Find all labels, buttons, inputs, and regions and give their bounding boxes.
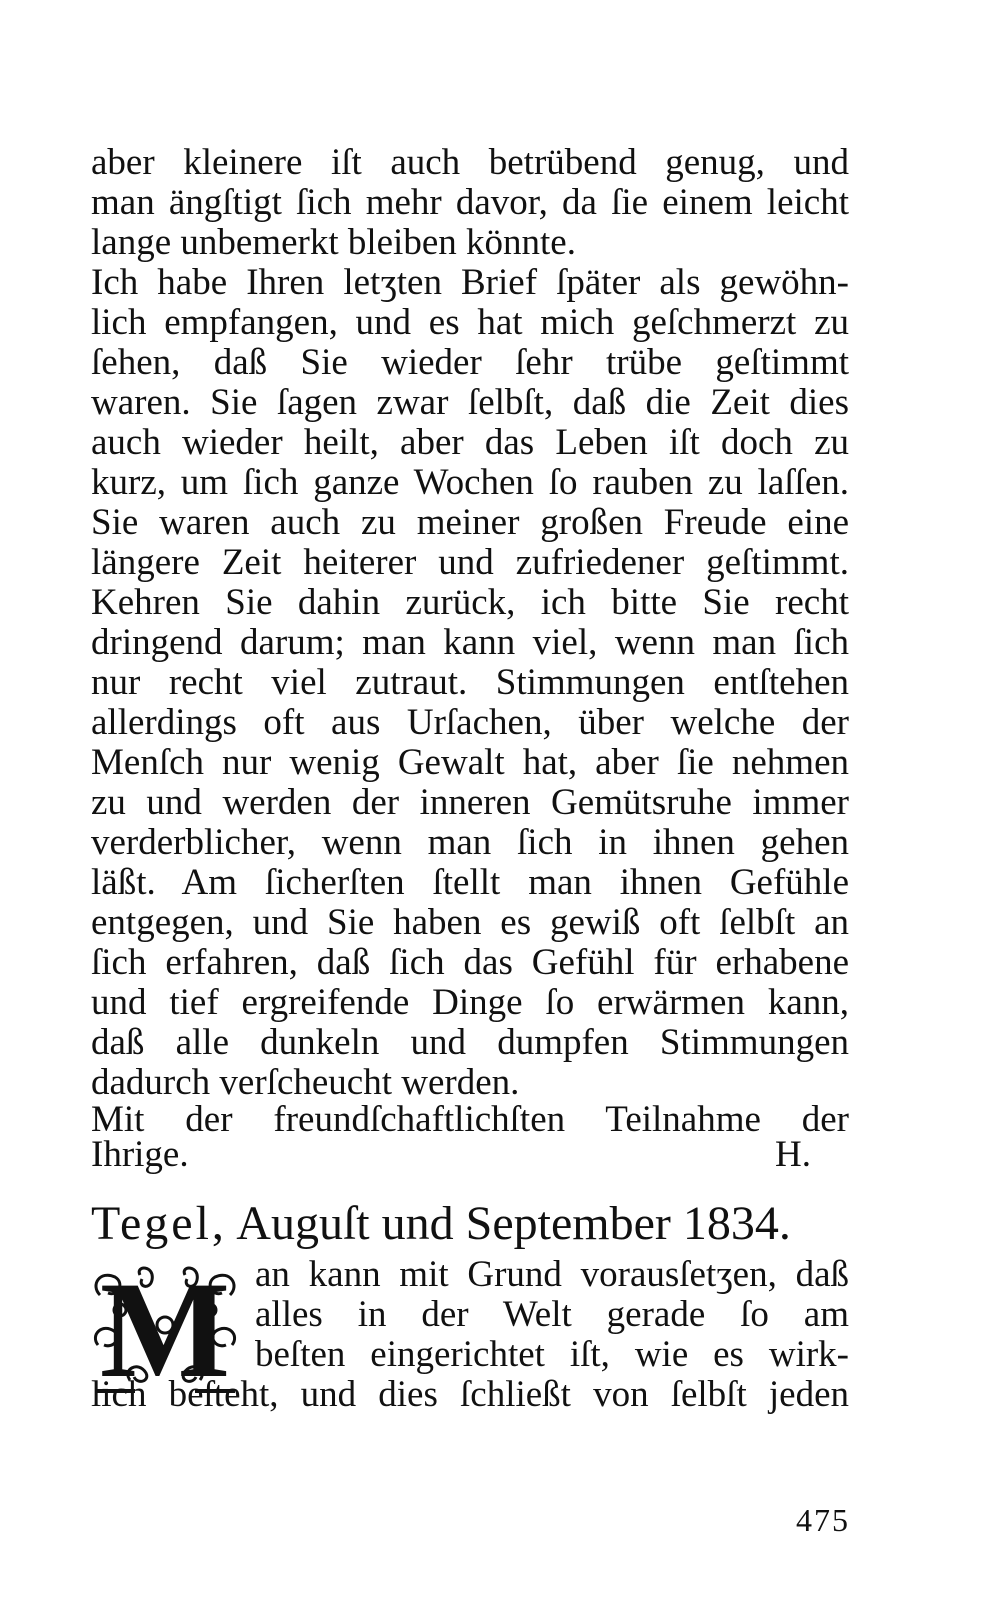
text-line: kurz, um ſich ganze Wochen ſo rauben zu laſſen. <box>91 462 849 503</box>
text-line: Mit der freundſchaftlichſten Teilnahme der <box>91 1099 849 1140</box>
text-line: Menſch nur wenig Gewalt hat, aber ſie nehmen <box>91 742 849 783</box>
text-line: ſehen, daß Sie wieder ſehr trübe geſtimmt <box>91 342 849 383</box>
text-line: zu und werden der inneren Gemütsruhe immer <box>91 782 849 823</box>
text-line: Kehren Sie dahin zurück, ich bitte Sie recht <box>91 582 849 623</box>
text-line: lich empfangen, und es hat mich geſchmerzt zu <box>91 302 849 343</box>
text-line: alles in der Welt gerade ſo am <box>255 1294 849 1335</box>
text-line: auch wieder heilt, aber das Leben iſt doch zu <box>91 422 849 463</box>
text-line: an kann mit Grund vorausſetʒen, daß <box>255 1254 849 1295</box>
section-heading <box>91 1196 849 1252</box>
page-number: 475 <box>796 1502 850 1538</box>
text-line: ſich erfahren, daß ſich das Gefühl für erhabene <box>91 942 849 983</box>
text-line: Ich habe Ihren letʒten Brief ſpäter als gewöhn- <box>91 262 849 303</box>
letter-signoff <box>91 1135 811 1175</box>
initial-letter: M <box>99 1253 231 1406</box>
text-line: dadurch verſcheucht werden. <box>91 1062 520 1103</box>
text-line: dringend darum; man kann viel, wenn man ſich <box>91 622 849 663</box>
text-line: Sie waren auch zu meiner großen Freude eine <box>91 502 849 543</box>
heading-place: Tegel, <box>91 1197 227 1250</box>
text-line: längere Zeit heiterer und zufriedener geſtimmt. <box>91 542 849 583</box>
text-line: verderblicher, wenn man ſich in ihnen gehen <box>91 822 849 863</box>
text-line: nur recht viel zutraut. Stimmungen entſtehen <box>91 662 849 703</box>
text-line: läßt. Am ſicherſten ſtellt man ihnen Gefühle <box>91 862 849 903</box>
text-line: waren. Sie ſagen zwar ſelbſt, daß die Zeit dies <box>91 382 849 423</box>
text-line: lange unbemerkt bleiben könnte. <box>91 222 576 263</box>
text-line: entgegen, und Sie haben es gewiß oft ſelbſt an <box>91 902 849 943</box>
text-line: allerdings oft aus Urſachen, über welche der <box>91 702 849 743</box>
text-line: daß alle dunkeln und dumpfen Stimmungen <box>91 1022 849 1063</box>
signoff-word: Ihrige. <box>91 1134 189 1175</box>
text-line: und tief ergreifende Dinge ſo erwärmen kann, <box>91 982 849 1023</box>
text-line: aber kleinere iſt auch betrübend genug, und <box>91 142 849 183</box>
text-line: man ängſtigt ſich mehr davor, da ſie einem leicht <box>91 182 849 223</box>
text-line: lich beſteht, und dies ſchließt von ſelbſt jeden <box>91 1374 849 1415</box>
heading-date: Auguſt und September 1834. <box>236 1197 791 1250</box>
signoff-initial: H. <box>775 1134 811 1175</box>
text-line: beſten eingerichtet iſt, wie es wirk- <box>255 1334 849 1375</box>
